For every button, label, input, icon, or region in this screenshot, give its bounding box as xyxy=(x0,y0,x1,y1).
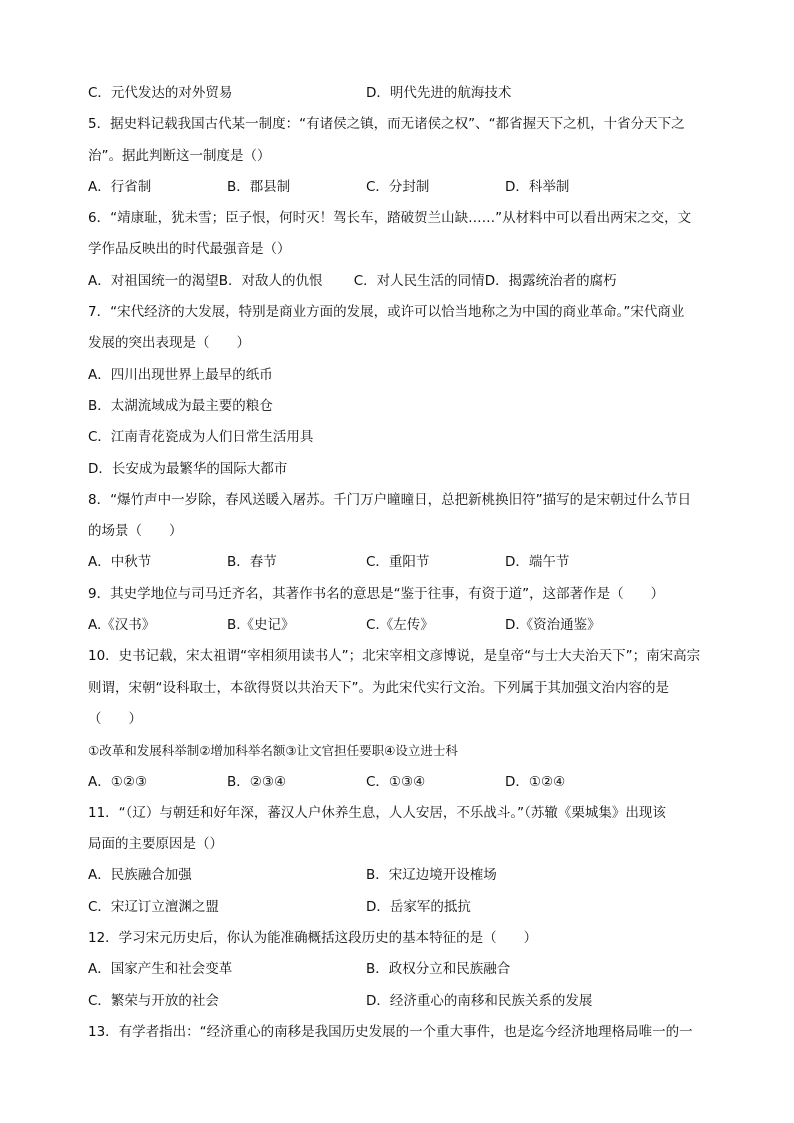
q4-options xyxy=(88,78,710,109)
q6-stem-line-2: 学作品反映出的时代最强音是（） xyxy=(88,241,291,258)
q6-option-c[interactable]: C．对人民生活的同情 xyxy=(353,272,485,289)
q7-option-c[interactable]: C．江南青花瓷成为人们日常生活用具 xyxy=(88,429,314,446)
q12-option-c[interactable]: C．繁荣与开放的社会 xyxy=(88,992,219,1009)
q10-stem-line-1: 10．史书记载，宋太祖谓“宰相须用读书人”；北宋宰相文彦博说，是皇帝“与士大夫治天下”；南宋高宗 xyxy=(88,648,701,665)
q10-option-a[interactable]: A．①②③ xyxy=(88,773,148,790)
q11-option-a[interactable]: A．民族融合加强 xyxy=(88,867,192,884)
q5-stem-line-2: 治”。据此判断这一制度是（） xyxy=(88,147,271,164)
q11-option-b[interactable]: B．宋辽边境开设榷场 xyxy=(366,867,497,884)
q8-options xyxy=(88,547,710,578)
q8-stem-line-2: 的场景（ ） xyxy=(88,523,183,540)
q10-option-d[interactable]: D．①②④ xyxy=(505,773,566,790)
q5-options xyxy=(88,172,710,203)
q10-stem-line-2: 则谓，宋朝“设科取士，本欲得贤以共治天下”。为此宋代实行文治。下列属于其加强文治内容的是 xyxy=(88,679,669,696)
q6-option-a[interactable]: A．对祖国统一的渴望 xyxy=(88,272,219,289)
q12-options-row-1 xyxy=(88,954,710,985)
q4-option-d[interactable]: D．明代先进的航海技术 xyxy=(366,85,512,101)
q5-option-a[interactable]: A．行省制 xyxy=(88,178,152,195)
q6-stem-line-1: 6．“靖康耻，犹未雪；臣子恨，何时灭！驾长车，踏破贺兰山缺……”从材料中可以看出两宋之交，文 xyxy=(88,210,692,227)
q12-option-a[interactable]: A．国家产生和社会变革 xyxy=(88,961,233,978)
q5-stem-line-1: 5．据史料记载我国古代某一制度：“有诸侯之镇，而无诸侯之权”、“都省握天下之机，十省分天下之 xyxy=(88,116,685,133)
q9-options xyxy=(88,610,710,641)
q7-option-a[interactable]: A．四川出现世界上最早的纸币 xyxy=(88,366,273,383)
q5-option-c[interactable]: C．分封制 xyxy=(366,178,430,195)
q10-option-c[interactable]: C．①③④ xyxy=(366,773,426,790)
q7-stem-line-1: 7．“宋代经济的大发展，特别是商业方面的发展，或许可以恰当地称之为中国的商业革命。”宋代商业 xyxy=(88,304,685,321)
exam-page xyxy=(88,78,710,1048)
q7-option-d[interactable]: D．长安成为最繁华的国际大都市 xyxy=(88,460,288,477)
q9-option-a[interactable]: A.《汉书》 xyxy=(88,617,156,634)
q11-stem-line-1: 11．“（辽）与朝廷和好年深，蕃汉人户休养生息，人人安居，不乐战斗。”（苏辙《栗城集》出现该 xyxy=(88,804,666,821)
q8-option-c[interactable]: C．重阳节 xyxy=(366,554,430,571)
q4-option-c[interactable]: C．元代发达的对外贸易 xyxy=(88,85,233,101)
q12-option-b[interactable]: B．政权分立和民族融合 xyxy=(366,961,511,978)
q9-option-d[interactable]: D.《资治通鉴》 xyxy=(505,617,601,634)
q8-stem-line-1: 8．“爆竹声中一岁除，春风送暖入屠苏。千门万户曈曈日，总把新桃换旧符”描写的是宋朝过什么节日 xyxy=(88,491,692,508)
q10-options xyxy=(88,767,710,798)
q9-option-c[interactable]: C.《左传》 xyxy=(366,617,434,634)
q10-stem-line-3: （ ） xyxy=(88,710,142,727)
q8-option-b[interactable]: B．春节 xyxy=(227,554,277,571)
q8-option-a[interactable]: A．中秋节 xyxy=(88,554,152,571)
q7-option-b[interactable]: B．太湖流域成为最主要的粮仓 xyxy=(88,397,273,414)
q11-options-row-1 xyxy=(88,860,710,891)
q6-option-b[interactable]: B．对敌人的仇恨 xyxy=(218,272,323,289)
q5-option-d[interactable]: D．科举制 xyxy=(505,178,570,195)
q11-option-d[interactable]: D．岳家军的抵抗 xyxy=(366,898,471,915)
q12-stem-line-1: 12．学习宋元历史后，你认为能准确概括这段历史的基本特征的是（ ） xyxy=(88,930,538,947)
q13-stem-line-1: 13．有学者指出：“经济重心的南移是我国历史发展的一个重大事件，也是迄今经济地理格局唯一的一 xyxy=(88,1023,693,1040)
q8-option-d[interactable]: D．端午节 xyxy=(505,554,570,571)
q11-options-row-2 xyxy=(88,892,710,923)
q6-option-d[interactable]: D．揭露统治者的腐朽 xyxy=(484,272,617,289)
q11-option-c[interactable]: C．宋辽订立澶渊之盟 xyxy=(88,898,219,915)
q11-stem-line-2: 局面的主要原因是（） xyxy=(88,836,223,853)
q9-option-b[interactable]: B.《史记》 xyxy=(227,617,295,634)
q7-stem-line-2: 发展的突出表现是（ ） xyxy=(88,335,250,352)
q6-options xyxy=(88,266,710,297)
q10-option-b[interactable]: B．②③④ xyxy=(227,773,287,790)
q9-stem-line-1: 9．其史学地位与司马迁齐名，其著作书名的意思是“鉴于往事，有资于道”，这部著作是（ ） xyxy=(88,585,665,602)
q10-items: ①改革和发展科举制②增加科举名额③让文官担任要职④设立进士科 xyxy=(88,743,458,759)
q12-option-d[interactable]: D．经济重心的南移和民族关系的发展 xyxy=(366,992,593,1009)
q12-options-row-2 xyxy=(88,986,710,1017)
q5-option-b[interactable]: B．郡县制 xyxy=(227,178,291,195)
